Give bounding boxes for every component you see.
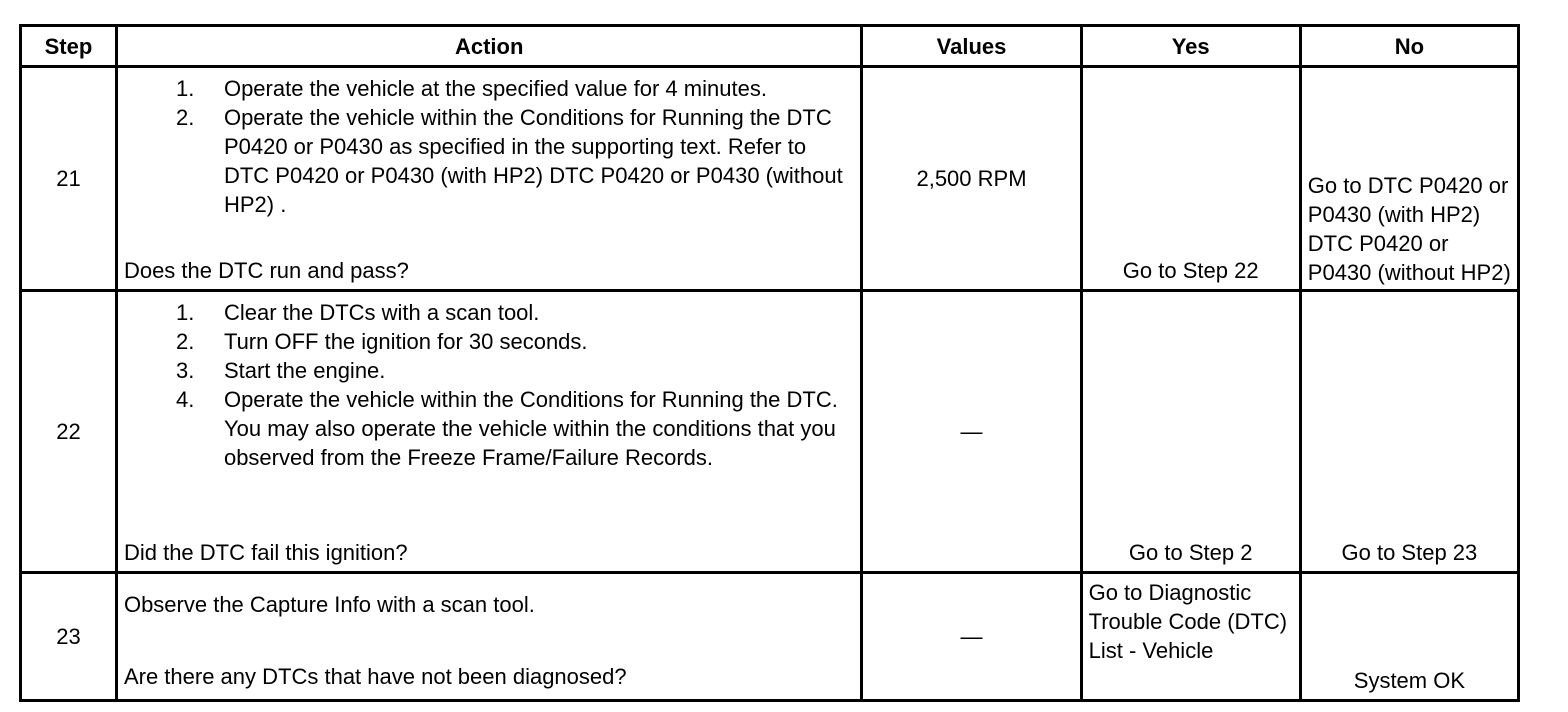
header-action: Action bbox=[116, 26, 861, 67]
action-text: Observe the Capture Info with a scan tool. bbox=[123, 592, 535, 617]
values-cell: — bbox=[862, 291, 1081, 573]
list-item: 1. Clear the DTCs with a scan tool. bbox=[175, 300, 540, 325]
step-number: 23 bbox=[21, 573, 117, 701]
table-row bbox=[21, 291, 1519, 573]
no-cell bbox=[1300, 291, 1518, 573]
no-link[interactable]: System OK bbox=[1353, 668, 1466, 693]
header-step: Step bbox=[21, 26, 117, 67]
values-cell: — bbox=[862, 573, 1081, 701]
step-number: 22 bbox=[21, 291, 117, 573]
action-question: Did the DTC fail this ignition? bbox=[123, 540, 408, 565]
table-row bbox=[21, 67, 1519, 291]
header-no: No bbox=[1300, 26, 1518, 67]
table-row bbox=[21, 573, 1519, 701]
action-question: Are there any DTCs that have not been diagnosed? bbox=[123, 664, 627, 689]
list-item: 3. Start the engine. bbox=[175, 358, 386, 383]
action-steps-list bbox=[124, 74, 854, 219]
yes-link[interactable]: Go to Step 22 bbox=[1122, 258, 1259, 283]
no-cell bbox=[1300, 67, 1518, 291]
list-item: 2. Operate the vehicle within the Conditions for Running the DTC P0420 or P0430 as specified in the supporting text. Refer to DTC P0420 or P0430 (with HP2) DTC P0420 or P0430 (without HP2) . bbox=[175, 105, 843, 217]
list-item: 2. Turn OFF the ignition for 30 seconds. bbox=[175, 329, 588, 354]
no-link[interactable]: Go to Step 23 bbox=[1341, 540, 1478, 565]
header-yes: Yes bbox=[1081, 26, 1300, 67]
diagnostic-table bbox=[19, 24, 1520, 702]
yes-cell bbox=[1081, 67, 1300, 291]
header-values: Values bbox=[862, 26, 1081, 67]
list-item: 1. Operate the vehicle at the specified value for 4 minutes. bbox=[175, 76, 767, 101]
yes-cell bbox=[1081, 291, 1300, 573]
yes-link[interactable]: Go to Step 2 bbox=[1128, 540, 1253, 565]
action-cell bbox=[116, 67, 861, 291]
no-cell bbox=[1300, 573, 1518, 701]
header-row bbox=[21, 26, 1519, 67]
yes-cell bbox=[1081, 573, 1300, 701]
step-number: 21 bbox=[21, 67, 117, 291]
action-cell bbox=[116, 291, 861, 573]
yes-link[interactable]: Go to Diagnostic Trouble Code (DTC) List - Vehicle bbox=[1088, 580, 1288, 663]
action-steps-list bbox=[124, 298, 854, 472]
action-cell bbox=[116, 573, 861, 701]
action-question: Does the DTC run and pass? bbox=[123, 258, 409, 283]
list-item: 4. Operate the vehicle within the Conditions for Running the DTC. You may also operate the vehicle within the conditions that you observed from the Freeze Frame/Failure Records. bbox=[175, 387, 838, 470]
values-cell: 2,500 RPM bbox=[862, 67, 1081, 291]
no-link[interactable]: Go to DTC P0420 or P0430 (with HP2) DTC P0420 or P0430 (without HP2) bbox=[1307, 173, 1511, 285]
